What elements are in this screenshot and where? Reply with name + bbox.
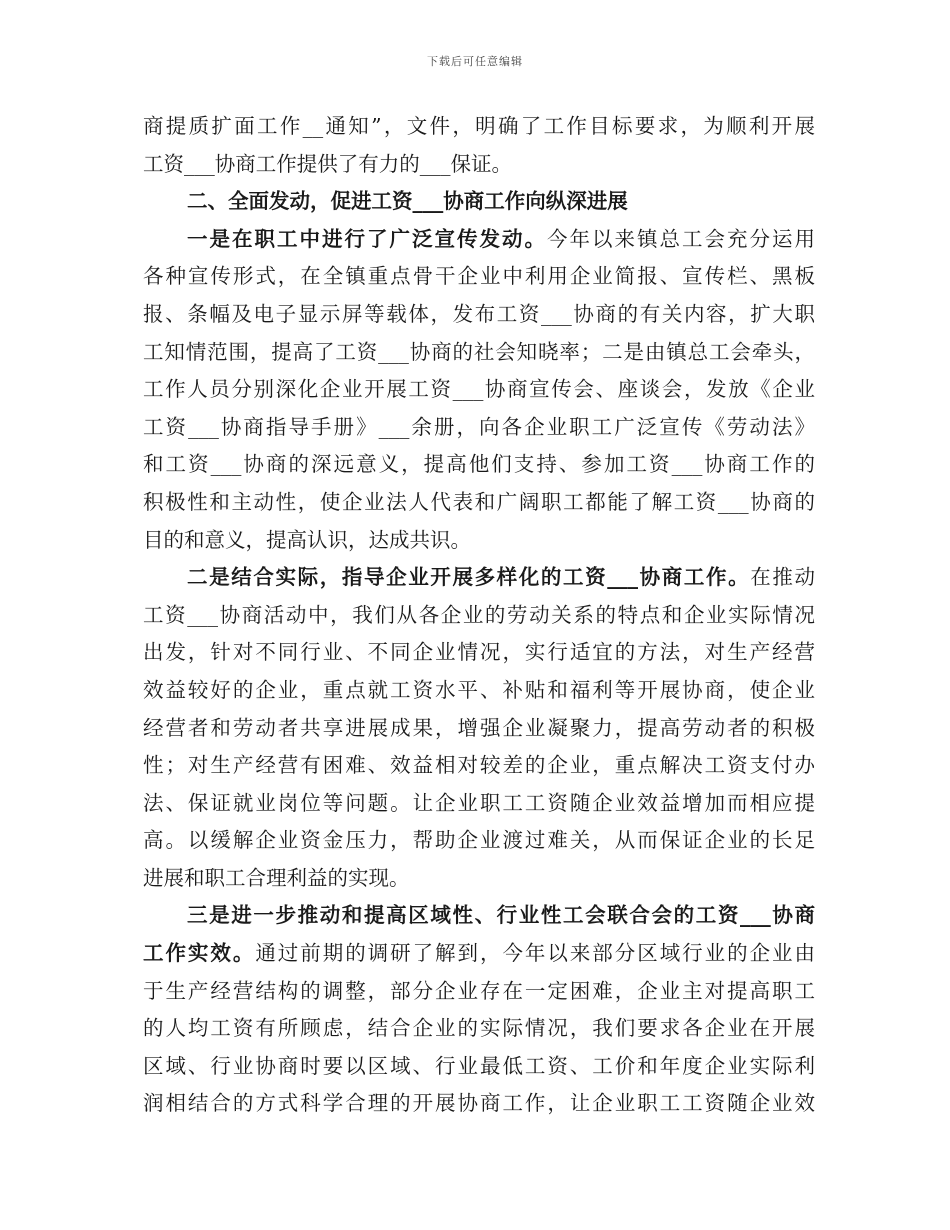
text-line-10: 和工资___协商的深远意义，提高他们支持、参加工资___协商工作的 — [143, 452, 815, 477]
text-line-1: 商提质扩面工作__通知”，文件，明确了工作目标要求，为顺利开展 — [143, 114, 815, 138]
text-line-5: 各种宣传形式，在全镇重点骨干企业中利用企业简报、宣传栏、黑板 — [143, 264, 815, 289]
document-body — [143, 108, 815, 1123]
text-line-22: 三是进一步推动和提高区域性、行业性工会联合会的工资___协商 — [187, 903, 815, 928]
text-line-2: 工资___协商工作提供了有力的___保证。 — [143, 151, 512, 176]
text-line-23: 工作实效。通过前期的调研了解到，今年以来部分区域行业的企业由 — [143, 941, 815, 966]
text-line-4: 一是在职工中进行了广泛宣传发动。今年以来镇总工会充分运用 — [187, 226, 815, 251]
text-line-15: 出发，针对不同行业、不同企业情况，实行适宜的方法，对生产经营 — [143, 640, 815, 665]
text-line-18: 性；对生产经营有困难、效益相对较差的企业，重点解决工资支付办 — [143, 753, 815, 778]
text-line-25: 的人均工资有所顾虑，结合企业的实际情况，我们要求各企业在开展 — [143, 1016, 815, 1041]
text-line-7: 工知情范围，提高了工资___协商的社会知晓率；二是由镇总工会牵头， — [143, 339, 815, 364]
page-header: 下载后可任意编辑 — [427, 55, 523, 68]
text-line-11: 积极性和主动性，使企业法人代表和广阔职工都能了解工资___协商的 — [143, 489, 815, 514]
text-line-6: 报、条幅及电子显示屏等载体，发布工资___协商的有关内容，扩大职 — [143, 301, 815, 326]
section-heading: 二、全面发动，促进工资___协商工作向纵深进展 — [187, 189, 628, 214]
text-line-19: 法、保证就业岗位等问题。让企业职工工资随企业效益增加而相应提 — [143, 790, 815, 815]
text-line-16: 效益较好的企业，重点就工资水平、补贴和福利等开展协商，使企业 — [143, 677, 815, 702]
text-line-9: 工资___协商指导手册》___余册，向各企业职工广泛宣传《劳动法》 — [143, 414, 815, 439]
text-line-14: 工资___协商活动中，我们从各企业的劳动关系的特点和企业实际情况 — [143, 602, 815, 627]
text-line-27: 润相结合的方式科学合理的开展协商工作，让企业职工工资随企业效 — [143, 1091, 815, 1116]
text-line-21: 进展和职工合理利益的实现。 — [143, 865, 410, 890]
text-line-12: 目的和意义，提高认识，达成共识。 — [143, 527, 471, 552]
text-line-24: 于生产经营结构的调整，部分企业存在一定困难，企业主对提高职工 — [143, 978, 815, 1003]
text-line-13: 二是结合实际，指导企业开展多样化的工资___协商工作。在推动 — [187, 565, 816, 590]
text-line-8: 工作人员分别深化企业开展工资___协商宣传会、座谈会，发放《企业 — [143, 377, 815, 402]
text-line-17: 经营者和劳动者共享进展成果，增强企业凝聚力，提高劳动者的积极 — [143, 715, 815, 740]
text-line-26: 区域、行业协商时要以区域、行业最低工资、工价和年度企业实际利 — [143, 1053, 815, 1078]
text-line-20: 高。以缓解企业资金压力，帮助企业渡过难关，从而保证企业的长足 — [143, 828, 815, 853]
